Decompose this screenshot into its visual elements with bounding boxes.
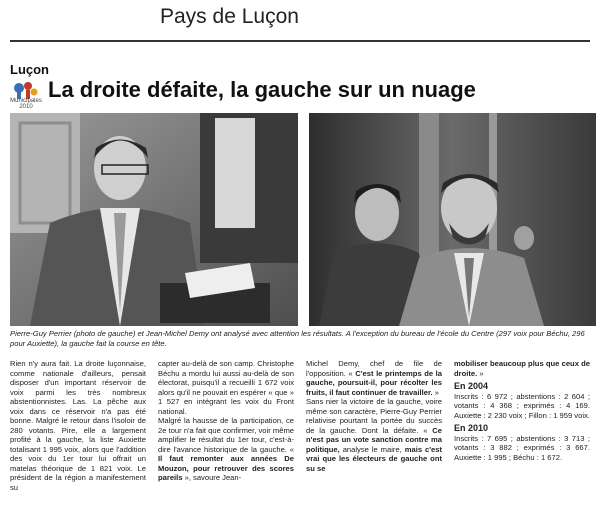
logo-label: Municipales 2010 [10, 98, 42, 110]
article-column-2 [158, 359, 294, 483]
article-column-4 [454, 359, 590, 462]
photo-perrier-image [10, 113, 298, 326]
subheading-2004: En 2004 [454, 381, 489, 391]
results-2004: Inscrits : 6 972 ; abstentions : 2 604 ; votants : 4 368 ; exprimés : 4 169. Auxiette : 2 230 voix ; Fillon : 1 959 voix. [454, 391, 590, 420]
paragraph: Sans nier la victoire de la gauche, voire même son caractère, Pierre-Guy Perrier relativise pourtant la portée du succès de la gauche. Dont la défaite. « Ce n'est pas un vote sanction contre ma politique, analyse le maire, mais c'est vrai que les électeurs de gauche ont su se [306, 397, 442, 473]
section-title: Pays de Luçon [160, 5, 299, 28]
paragraph: Rien n'y aura fait. La droite luçonnaise, comme nationale d'ailleurs, pensait disposer d'un important réservoir de voix parmi les très nombreux abstentionnistes. Las. La pêche aux voix dans ce réservoir n'a pas été bonne. Malgré le retour dans l'isoloir de 280 votants. Pire, elle a largement profité à la gauche, la liste Auxiette totalisant 1 995 voix, alors que l'addition des voix du 1er tour lui offrait un matelas théorique de 1 821 voix. Le président de la région a manifestement su [10, 359, 146, 492]
kicker: Luçon [10, 62, 49, 77]
headline: La droite défaite, la gauche sur un nuage [48, 77, 476, 102]
top-rule [10, 40, 590, 42]
paragraph: mobiliser beaucoup plus que ceux de droite. » [454, 359, 590, 378]
paragraph: Michel Demy, chef de file de l'opposition. « C'est le printemps de la gauche, poursuit-il, pour récolter les fruits, il faut continuer de travailler. » [306, 359, 442, 397]
photo-caption: Pierre-Guy Perrier (photo de gauche) et Jean-Michel Demy ont analysé avec attention les résultats. A l'exception du bureau de l'école du Centre (297 voix pour Béchu, 296 pour Auxiette), la gauche fait la course en tête. [10, 329, 585, 348]
photo-perrier [10, 113, 298, 326]
article-column-3 [306, 359, 442, 473]
article-column-1 [10, 359, 146, 492]
paragraph: capter au-delà de son camp. Christophe Béchu a mordu lui aussi au-delà de son électorat, puisqu'il a recueilli 1 672 voix alors qu'il ne pouvait en espérer « que » 1 527 en intégrant les voix du Front national. [158, 359, 294, 416]
photo-demy [309, 113, 596, 326]
photo-demy-image [309, 113, 596, 326]
subheading-2010: En 2010 [454, 423, 489, 433]
paragraph: Malgré la hausse de la participation, ce 2e tour n'a fait que confirmer, voir même amplifier le résultat du 1er tour, c'est-à-dire l'avance historique de la gauche. « Il faut remonter aux années De Mouzon, pour retrouver des scores pareils », savoure Jean- [158, 416, 294, 482]
results-2010: Inscrits : 7 695 ; abstentions : 3 713 ; votants : 3 882 ; exprimés : 3 667. Auxiette : 1 995 ; Béchu : 1 672. [454, 433, 590, 462]
